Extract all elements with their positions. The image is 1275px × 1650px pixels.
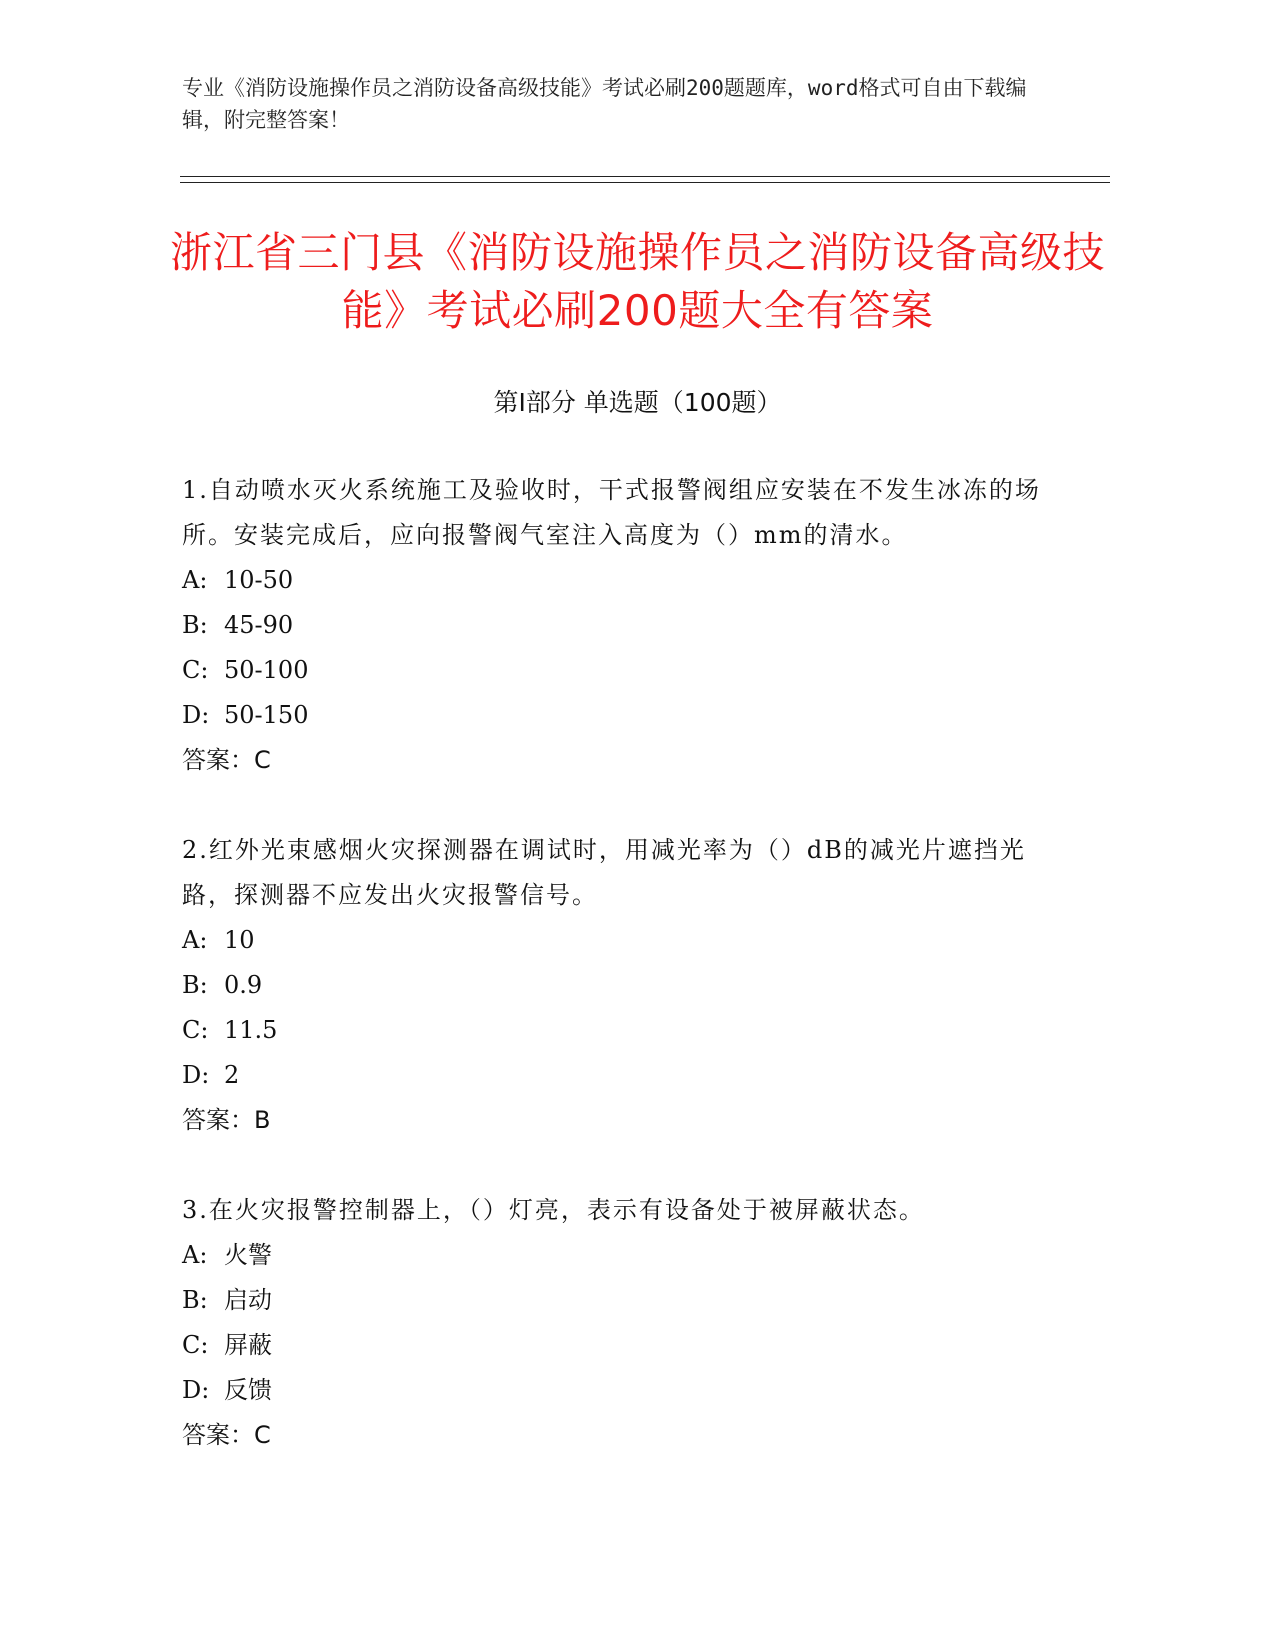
option-text: 10-50: [224, 566, 294, 594]
option-text: 启动: [224, 1286, 272, 1314]
option-d: [182, 1053, 1062, 1098]
option-text: 50-150: [224, 701, 309, 729]
option-a: [182, 918, 1062, 963]
option-text: 45-90: [224, 611, 294, 639]
option-letter: B:: [182, 611, 208, 639]
question-stem: 2.红外光束感烟火灾探测器在调试时，用减光率为（）dB的减光片遮挡光路，探测器不应发出火灾报警信号。: [182, 836, 1026, 909]
section-title: 第I部分 单选题（100题）: [493, 388, 782, 417]
option-letter: C:: [182, 1016, 209, 1044]
header-rule-bottom: [180, 182, 1110, 183]
option-c: [182, 648, 1062, 693]
option-b: [182, 1278, 1062, 1323]
option-letter: B:: [182, 971, 208, 999]
option-b: [182, 603, 1062, 648]
option-text: 屏蔽: [224, 1331, 272, 1359]
option-c: [182, 1323, 1062, 1368]
document-title: 浙江省三门县《消防设施操作员之消防设备高级技能》考试必刷200题大全有答案: [169, 228, 1105, 335]
option-letter: B:: [182, 1286, 208, 1314]
option-d: [182, 1368, 1062, 1413]
option-c: [182, 1008, 1062, 1053]
option-letter: C:: [182, 1331, 209, 1359]
option-text: 0.9: [224, 971, 263, 999]
option-text: 2: [224, 1061, 240, 1089]
question-1: [182, 468, 1062, 783]
question-stem: 1.自动喷水灭火系统施工及验收时，干式报警阀组应安装在不发生冰冻的场所。安装完成后，应向报警阀气室注入高度为（）mm的清水。: [182, 476, 1041, 549]
answer: 答案：B: [182, 1106, 271, 1134]
option-letter: D:: [182, 1061, 210, 1089]
header-rule-top: [180, 176, 1110, 177]
option-text: 反馈: [224, 1376, 272, 1404]
option-letter: A:: [182, 1241, 208, 1269]
answer: 答案：C: [182, 1421, 271, 1449]
option-letter: A:: [182, 566, 208, 594]
option-letter: D:: [182, 701, 210, 729]
question-3: [182, 1188, 1062, 1458]
option-a: [182, 1233, 1062, 1278]
option-a: [182, 558, 1062, 603]
question-2: [182, 828, 1062, 1143]
option-text: 11.5: [224, 1016, 278, 1044]
option-letter: D:: [182, 1376, 210, 1404]
option-text: 火警: [224, 1241, 272, 1269]
answer: 答案：C: [182, 746, 271, 774]
option-text: 50-100: [224, 656, 309, 684]
option-letter: A:: [182, 926, 208, 954]
question-stem: 3.在火灾报警控制器上，（）灯亮，表示有设备处于被屏蔽状态。: [182, 1196, 925, 1224]
option-d: [182, 693, 1062, 738]
option-b: [182, 963, 1062, 1008]
option-text: 10: [224, 926, 255, 954]
option-letter: C:: [182, 656, 209, 684]
header-note: 专业《消防设施操作员之消防设备高级技能》考试必刷200题题库，word格式可自由下载编辑，附完整答案！: [182, 76, 1027, 132]
